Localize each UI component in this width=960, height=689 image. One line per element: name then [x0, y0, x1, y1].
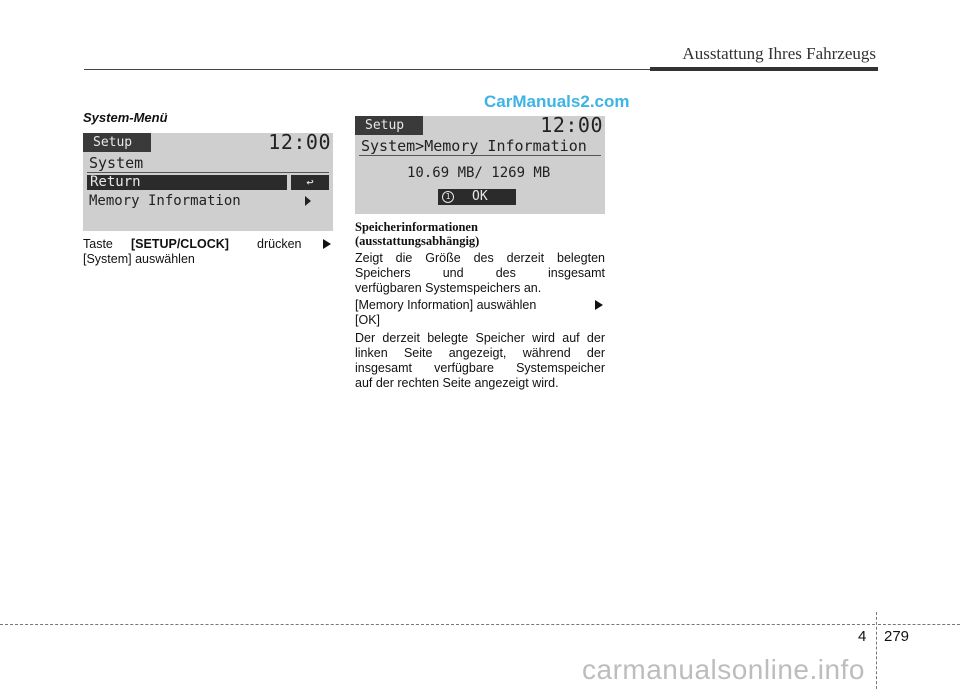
ok-button-label: OK — [472, 189, 488, 204]
paragraph-line: Speichers und des insgesamt — [355, 266, 605, 280]
memory-instruction-label: [Memory Information] auswählen — [355, 298, 537, 312]
ok-instruction-line: [OK] — [355, 313, 381, 327]
subheading — [355, 220, 479, 248]
setup-tab: Setup — [83, 133, 151, 152]
page-number: 279 — [884, 628, 910, 645]
back-icon: ↩ — [291, 175, 329, 190]
screen-title-rule — [87, 172, 329, 173]
subheading-line-2: (ausstattungsabhängig) — [355, 234, 480, 248]
memory-usage-readout: 10.69 MB/ 1269 MB — [407, 165, 551, 181]
ok-button — [438, 189, 516, 205]
paragraph-line: verfügbaren Systemspeichers an. — [355, 281, 542, 295]
header-rule-thin — [84, 69, 650, 70]
screen-menu-title: System>Memory Information — [361, 137, 587, 155]
menu-item-memory-information: Memory Information — [89, 193, 241, 209]
paragraph-line: Der derzeit belegte Speicher wird auf der — [355, 331, 605, 345]
subheading-line-1: Speicherinformationen — [355, 220, 478, 234]
paragraph-line: auf der rechten Seite angezeigt wird. — [355, 376, 559, 390]
instruction-taste: Taste — [83, 237, 113, 251]
arrow-right-icon — [323, 239, 331, 249]
screen-title-rule — [359, 155, 601, 156]
paragraph-line: Zeigt die Größe des derzeit belegten — [355, 251, 605, 265]
clock-display: 12:00 — [268, 133, 331, 154]
watermark-bottom: carmanualsonline.info — [582, 654, 865, 685]
clock-display: 12:00 — [540, 116, 603, 137]
system-menu-screen — [83, 133, 333, 231]
footer-rule — [878, 624, 960, 625]
chapter-number: 4 — [858, 628, 867, 645]
screen-title-bar — [355, 116, 605, 135]
setup-tab: Setup — [355, 116, 423, 135]
footer-divider — [876, 612, 877, 689]
screen-title-bar — [83, 133, 333, 152]
section-heading: System-Menü — [83, 110, 168, 125]
chevron-right-icon — [305, 196, 311, 206]
number-one-icon: 1 — [442, 191, 454, 203]
screen-menu-title: System — [89, 154, 144, 172]
watermark-top: CarManuals2.com — [484, 92, 630, 111]
arrow-right-icon — [595, 300, 603, 310]
paragraph-line: linken Seite angezeigt, während der — [355, 346, 605, 360]
memory-information-screen — [355, 116, 605, 214]
header-rule-thick — [650, 67, 878, 71]
instruction-line-2: [System] auswählen — [83, 252, 195, 266]
footer-rule — [0, 624, 875, 625]
setup-clock-key: [SETUP/CLOCK] — [131, 237, 229, 251]
page-header-title: Ausstattung Ihres Fahrzeugs — [682, 44, 876, 63]
menu-item-return: Return — [87, 175, 287, 190]
instruction-druecken: drücken — [257, 237, 302, 251]
paragraph-line: insgesamt verfügbare Systemspeicher — [355, 361, 605, 375]
